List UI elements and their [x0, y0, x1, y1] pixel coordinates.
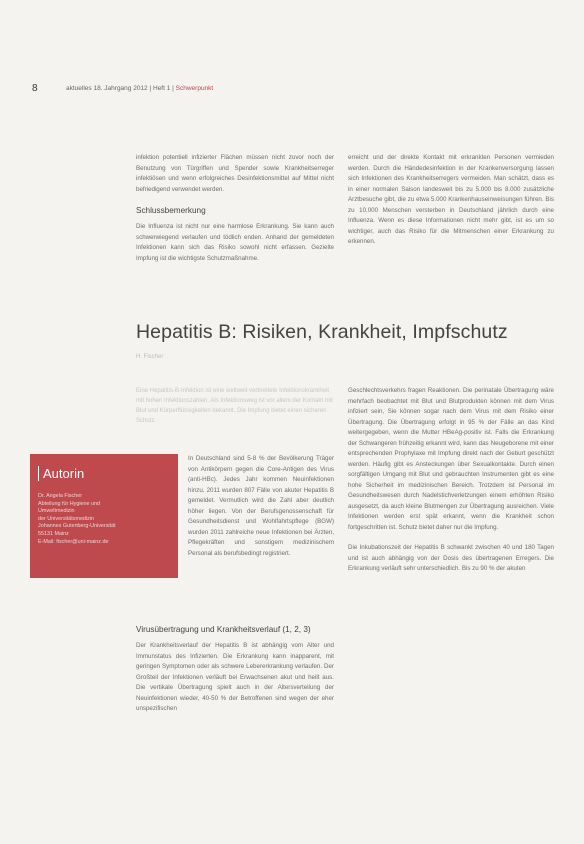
article-left-lower-column — [136, 624, 334, 715]
author-box — [30, 454, 178, 578]
paragraph: Der Krankheitsverlauf der Hepatitis B ist abhängig vom Alter und Immunstatus des Infizierten. Die Erkrankung kann inapparent, mit geringen Symptomen oder als schwere Lebererkrankung verlaufen. Der Großteil der Infektionen verläuft bei Erwachsenen akut und heilt aus. Die vertikale Übertragung spielt auch in der Altersverteilung der Neuinfektionen wieder, 40-50 % der Betroffenen sind wegen der eher unspezifischen — [136, 642, 334, 712]
section-heading: Schlussbemerkung — [136, 206, 206, 215]
author-line: Umweltmedizin — [38, 508, 75, 515]
author-line: Johannes Gutenberg-Universität — [38, 523, 116, 530]
previous-article-left-column — [136, 153, 334, 264]
article-title: Hepatitis B: Risiken, Krankheit, Impfschutz — [136, 321, 508, 343]
author-details — [38, 493, 170, 546]
paragraph: Die Influenza ist nicht nur eine harmlose Erkrankung. Sie kann auch schwerwiegend verlaufen und tödlich enden. Anhand der gemeldeten Infektionen kann sich das Risiko sowohl nicht erfassen. Gezielte Impfung ist die wichtigste Schutzmaßnahme. — [136, 223, 334, 262]
author-email: E-Mail: fischer@uni-mainz.de — [38, 538, 109, 545]
author-line: Dr. Angela Fischer — [38, 493, 83, 499]
article-right-column — [348, 386, 554, 575]
author-heading: Autorin — [38, 466, 170, 481]
journal-name: aktuelles 18. Jahrgang 2012 — [66, 85, 148, 92]
section-heading: Virusübertragung und Krankheitsverlauf (1, 2, 3) — [136, 625, 311, 634]
paragraph: infektion potentiell infizierter Flächen müssen nicht zuvor noch der Benutzung von Türgriffen und Spender sowie Krankheitserreger infektiösen und wenn erfolgreiches Desinfektionsmittel auf Mittel nicht befriedigend verwendet werden. — [136, 154, 334, 193]
page-number: 8 — [32, 83, 38, 94]
issue-number: Heft 1 — [153, 85, 171, 92]
previous-article-right-column — [348, 153, 554, 248]
author-line: der Universitätsmedizin — [38, 515, 95, 522]
header-separator: | — [172, 85, 176, 92]
author-line: 55131 Mainz — [38, 530, 69, 537]
header-separator: | — [149, 85, 153, 92]
paragraph: Geschlechtsverkehrs fragen Reaktionen. Die perinatale Übertragung wäre mehrfach beobachtet mit Blut und Blutprodukten können mit dem Virus infiziert sein, Sie können sogar nach dem Virus mit dem Risiko einer Übertragung. Die Übertragung erfolgt in 95 % der Fälle an das Kind weitergegeben, wenn die Mutter HBeAg-positiv ist. Falls die Erkrankung der Schwangeren frühzeitig erkannt wird, kann das Neugeborene mit einer entsprechenden Prophylaxe mit Impfung direkt nach der Geburt geschützt werden. Häufig gibt es Ansteckungen über Sexualkontakte. Durch einen sorgfältigen Umgang mit Blut und gebrauchten Instrumenten gibt es eine hohe Sicherheit im medizinischen Bereich. Trotzdem ist Personal im Gesundheitswesen durch Nadelstichverletzungen einem erhöhten Risiko ausgesetzt, da auch kleine Blutmengen zur Übertragung ausreichen. Viele Infektionen werden erst spät erkannt, wenn die Krankheit schon fortgeschritten ist. Schutz bietet daher nur die Impfung. — [348, 387, 554, 531]
article-byline: H. Fischer — [136, 354, 164, 360]
section-name: Schwerpunkt — [175, 85, 214, 92]
article-lead: Eine Hepatitis-B-Infektion ist eine weltweit verbreitete Infektionskrankheit mit hohen Infektionszahlen. Als Infektionsweg ist vor allem der Kontakt mit Blut und Körperflüssigkeiten bekannt. Die Impfung bietet einen sicheren Schutz. — [136, 388, 333, 424]
paragraph: Die Inkubationszeit der Hepatitis B schwankt zwischen 40 und 180 Tagen und ist auch abhängig von der Dosis des übertragenen Erregers. Die Erkrankung verläuft sehr unterschiedlich. Bis zu 90 % der akuten — [348, 544, 554, 572]
article-middle-column — [188, 454, 334, 559]
paragraph: erreicht und der direkte Kontakt mit erkrankten Personen vermieden werden. Durch die Händedesinfektion in der Krankenversorgung lassen sich Infektionen des Krankheitserregers vermeiden. Man schätzt, dass es in einer normalen Saison landesweit bis zu 5.000 bis 8.000 zusätzliche Arztbesuche gibt, die zu etwa 5.000 Krankenhauseinweisungen führen. Bis zu 10.000 Menschen versterben in Deutschland jährlich durch eine Influenza. Wenn es diese Informationen nicht mehr gibt, ist es um so wichtiger, auch das Risiko für die Mitmenschen einer Erkrankung zu erkennen. — [348, 154, 554, 245]
paragraph: In Deutschland sind 5-8 % der Bevölkerung Träger von Antikörpern gegen die Core-Antigen des Virus (anti-HBc). Jedes Jahr kommen Neuinfektionen hinzu. 2011 wurden 807 Fälle von akuter Hepatitis B gemeldet. Vermutlich wird die Zahl aber deutlich höher liegen. Von der Berufsgenossenschaft für Gesundheitsdienst und Wohlfahrtspflege (BGW) wurden 2011 zahlreiche neue Infektionen bei Ärzten, Pflegekräften und sonstigem medizinischem Personal als berufsbedingt registriert. — [188, 455, 334, 557]
running-header — [66, 85, 213, 92]
author-line: Abteilung für Hygiene und — [38, 500, 101, 507]
